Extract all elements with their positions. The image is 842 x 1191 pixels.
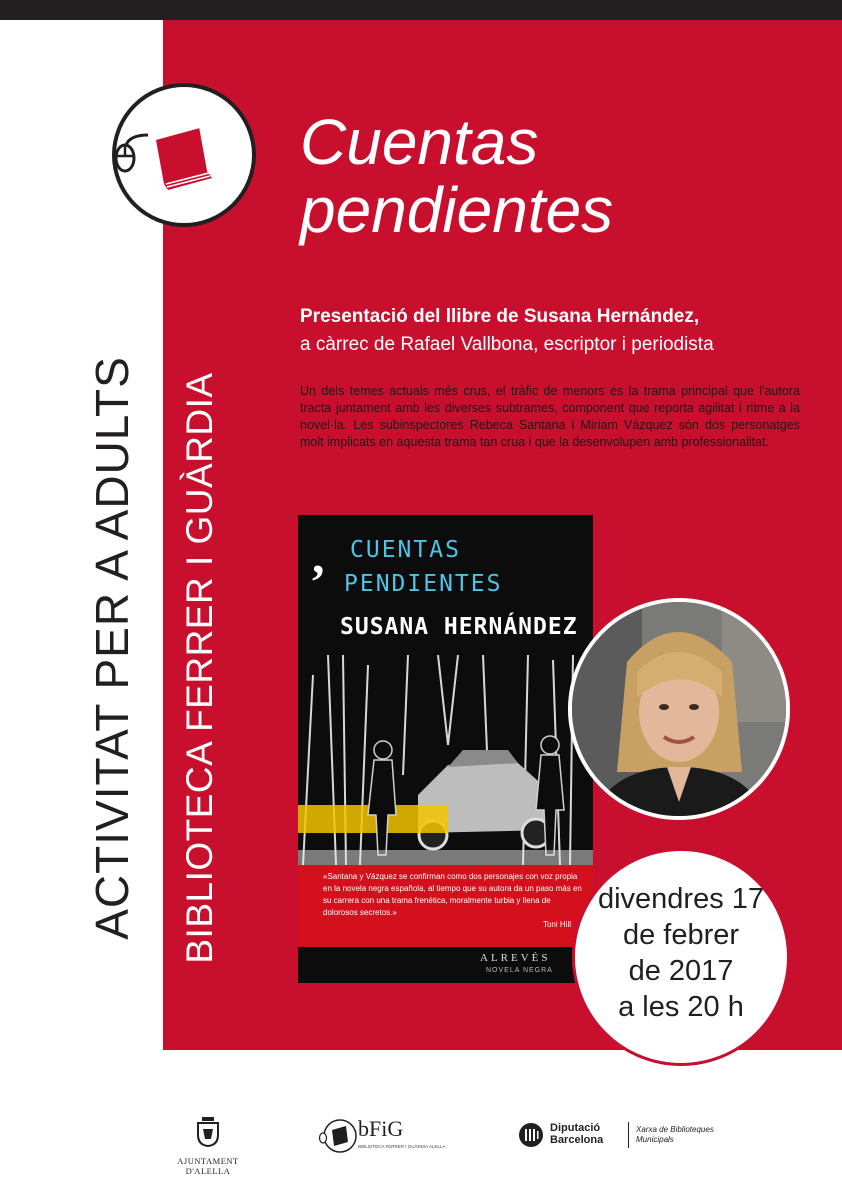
xarxa-line-2: Municipals	[636, 1135, 674, 1144]
diputacio-logo	[518, 1122, 714, 1153]
title-line-2: pendientes	[300, 174, 614, 246]
book-title-line-2: PENDIENTES	[344, 571, 503, 597]
top-bar	[0, 0, 842, 20]
date-line-1: divendres 17	[597, 883, 765, 915]
xarxa-name	[636, 1125, 714, 1145]
event-date-badge	[572, 848, 790, 1066]
book-title-line-1: CUENTAS	[350, 537, 461, 563]
xarxa-line-1: Xarxa de Biblioteques	[636, 1125, 714, 1134]
ajuntament-shield-icon	[193, 1115, 223, 1147]
event-title	[300, 108, 820, 244]
library-logo-icon	[108, 80, 258, 230]
book-author: SUSANA HERNÁNDEZ	[340, 614, 578, 640]
library-label: BIBLIOTECA FERRER I GUÀRDIA	[179, 372, 220, 964]
book-comma-mark: ,	[312, 528, 325, 584]
diputacio-name	[550, 1122, 603, 1146]
book-cover	[298, 515, 593, 983]
book-quote: «Santana y Vázquez se confirman como dos personajes con voz propia en la novela negra española, al tiempo que su autora da un paso más en su carrera con una trama frenética, moralmente turbia y llena de dolorosos secretos.»	[323, 872, 582, 917]
book-cover-illustration	[298, 655, 593, 865]
book-collection: NOVELA NEGRA	[486, 967, 553, 974]
activity-label: ACTIVITAT PER A ADULTS	[86, 356, 138, 940]
bfig-wordmark: bFiG	[358, 1116, 404, 1141]
event-description: Un dels temes actuals més crus, el tràfic de menors és la trama principal que l'autora tracta juntament amb les diverses subtrames, component que reporta agilitat i ritme a la novel·la. Les subinspectores Rebeca Santana i Miriam Vázquez són dos personatges molt implicats en aquesta trama tan crua i que la desenvolupen amb professionalitat.	[300, 384, 800, 449]
ajuntament-logo	[158, 1115, 258, 1176]
event-date	[575, 881, 787, 1025]
diputacio-emblem-icon	[518, 1122, 544, 1148]
date-line-2: de febrer	[622, 919, 740, 951]
diputacio-line-2: Barcelona	[550, 1134, 604, 1146]
title-line-1: Cuentas	[300, 106, 539, 178]
bfig-subtitle: BIBLIOTECA FERRER I GUÀRDIA ALELLA	[358, 1144, 446, 1149]
presenter-line: a càrrec de Rafael Vallbona, escriptor i periodista	[300, 334, 714, 355]
date-line-3: de 2017	[628, 955, 734, 987]
author-photo	[568, 598, 790, 820]
book-publisher: ALREVÉS	[480, 952, 551, 964]
diputacio-line-1: Diputació	[550, 1122, 601, 1134]
ajuntament-name: AJUNTAMENT D'ALELLA	[177, 1156, 239, 1176]
presentation-line: Presentació del llibre de Susana Hernández,	[300, 306, 700, 327]
book-quote-author: Toni Hill	[542, 920, 571, 929]
footer-divider	[628, 1122, 629, 1148]
date-line-4: a les 20 h	[618, 991, 744, 1023]
bfig-logo	[318, 1116, 446, 1159]
bfig-book-icon	[318, 1118, 358, 1154]
